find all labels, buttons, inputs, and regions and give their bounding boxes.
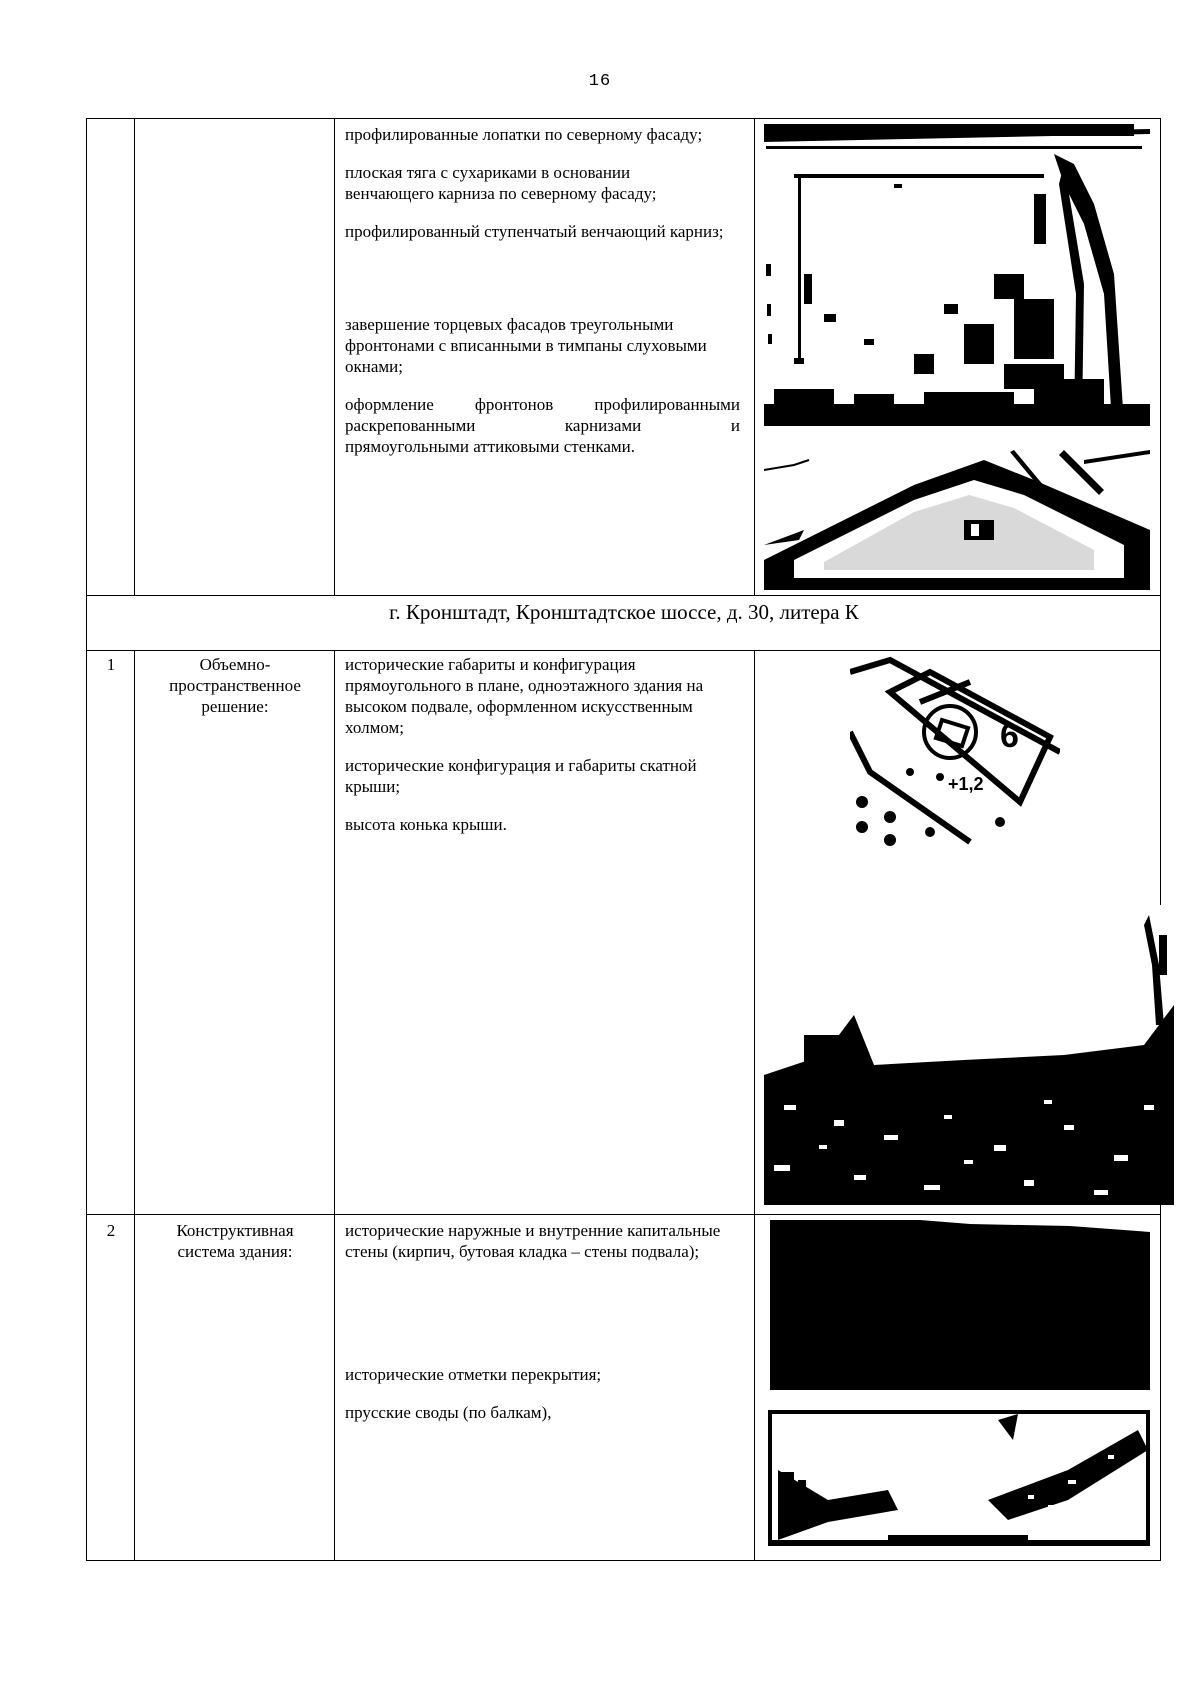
feature-line: раскрепованными карнизами и [345, 416, 740, 435]
wall-photo [770, 1220, 1150, 1390]
column-divider [334, 118, 335, 596]
feature-item: профилированные лопатки по северному фасаду; [345, 125, 703, 144]
feature-line: оформление фронтонов профилированными [345, 395, 740, 414]
feature-item: исторические габариты и конфигурация прямоугольного в плане, одноэтажного здания на высоком подвале, оформленном искусственным холмом; [345, 655, 704, 737]
page-number: 16 [588, 72, 612, 91]
column-divider [134, 650, 135, 1561]
row-divider [86, 595, 1161, 596]
section-address: г. Кронштадт, Кронштадтское шоссе, д. 30, литера К [389, 600, 859, 624]
row-divider [86, 650, 1161, 651]
category-line: пространственное [169, 676, 301, 695]
site-map-fragment [850, 652, 1060, 848]
map-label: +1,2 [948, 774, 984, 794]
building-site-photo [764, 905, 1174, 1205]
facade-photo [764, 124, 1150, 426]
row-number: 1 [106, 655, 116, 674]
row-category [136, 654, 334, 717]
column-divider [334, 650, 335, 1561]
map-label: 6 [1000, 717, 1019, 755]
feature-item: исторические отметки перекрытия; [345, 1365, 602, 1384]
feature-item: высота конька крыши. [345, 815, 507, 834]
category-line: решение: [201, 697, 269, 716]
features-list-top [345, 124, 740, 457]
vault-photo [768, 1410, 1150, 1546]
features-list-row2 [345, 1220, 745, 1440]
category-line: Объемно- [199, 655, 271, 674]
column-divider [134, 118, 135, 596]
feature-item: профилированный ступенчатый венчающий карниз; [345, 222, 724, 241]
feature-line: прямоугольными аттиковыми стенками. [345, 437, 635, 456]
column-divider [754, 118, 755, 596]
row-category [136, 1220, 334, 1262]
feature-item: исторические наружные и внутренние капитальные стены (кирпич, бутовая кладка – стены подвала); [345, 1221, 721, 1261]
feature-item: прусские своды (по балкам), [345, 1403, 552, 1422]
category-line: система здания: [177, 1242, 293, 1261]
column-divider [754, 650, 755, 1561]
feature-item: завершение торцевых фасадов треугольными фронтонами с вписанными в тимпаны слуховыми окнами; [345, 315, 707, 376]
feature-item-last [345, 394, 740, 457]
feature-item: исторические конфигурация и габариты скатной крыши; [345, 756, 697, 796]
row-divider [86, 1214, 1161, 1215]
category-line: Конструктивная [176, 1221, 294, 1240]
features-list-row1 [345, 654, 745, 852]
feature-item: плоская тяга с сухариками в основании венчающего карниза по северному фасаду; [345, 163, 657, 203]
row-number: 2 [106, 1221, 116, 1240]
pediment-photo [764, 450, 1150, 590]
